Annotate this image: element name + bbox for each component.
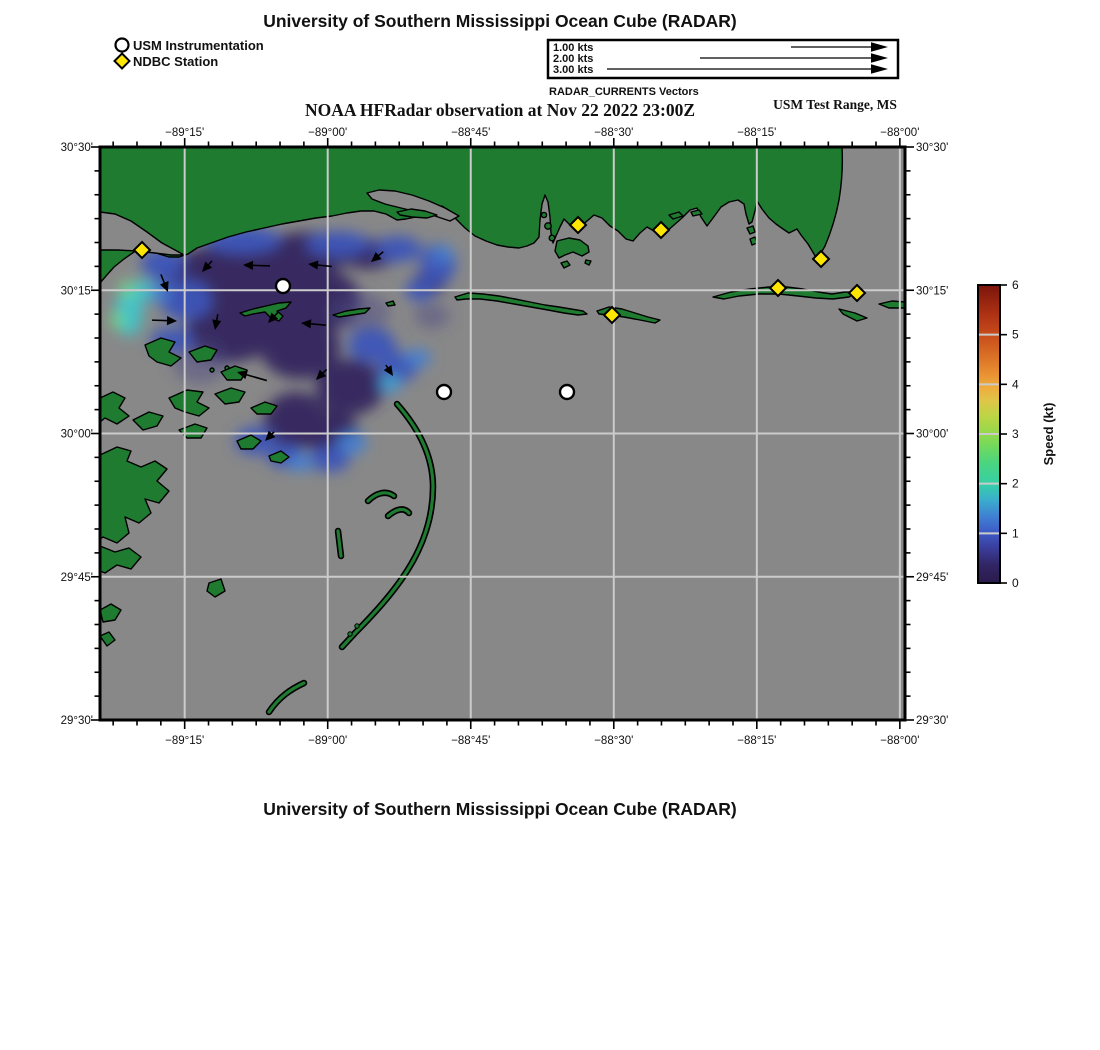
x-axis-label: −89°00' bbox=[308, 735, 348, 747]
colorbar-tick-label: 6 bbox=[1012, 278, 1019, 292]
speed-blob bbox=[306, 231, 370, 257]
inlet-islet bbox=[545, 223, 551, 229]
x-axis-label: −88°30' bbox=[594, 735, 634, 747]
vector-scale-frame bbox=[548, 40, 898, 78]
scale-1kt-label: 1.00 kts bbox=[553, 42, 594, 54]
y-axis-label: 30°00' bbox=[60, 428, 93, 441]
colorbar-tick-label: 5 bbox=[1012, 327, 1019, 342]
y-axis-label: 29°30' bbox=[916, 715, 949, 727]
y-axis-label: 29°45' bbox=[916, 571, 949, 584]
colorbar-axis-label: Speed (kt) bbox=[1041, 402, 1056, 466]
inlet-islet bbox=[541, 212, 546, 217]
colorbar-tick-label: 0 bbox=[1012, 576, 1019, 590]
y-axis-label: 30°00' bbox=[916, 428, 949, 441]
y-axis-label: 29°45' bbox=[60, 571, 93, 584]
usm-instrument-marker bbox=[276, 279, 290, 293]
x-axis-label: −88°15' bbox=[737, 735, 777, 747]
usm-instrument-marker bbox=[560, 385, 574, 399]
observation-subtitle: NOAA HFRadar observation at Nov 22 2022 23:00Z bbox=[304, 100, 696, 120]
y-axis-label: 30°30' bbox=[60, 142, 93, 154]
y-axis-label: 30°15' bbox=[60, 285, 93, 298]
region-label: USM Test Range, MS bbox=[773, 97, 897, 112]
x-axis-label: −89°15' bbox=[165, 127, 205, 139]
map-plot-area bbox=[61, 127, 949, 747]
scale-2kt-label: 2.00 kts bbox=[553, 53, 594, 65]
speed-blob bbox=[337, 432, 367, 454]
x-axis-label: −88°45' bbox=[451, 127, 491, 139]
usm-instrument-marker bbox=[437, 385, 451, 399]
speed-blob bbox=[119, 281, 135, 297]
scale-3kt-label: 3.00 kts bbox=[553, 64, 594, 76]
page-title: University of Southern Mississippi Ocean Cube (RADAR) bbox=[263, 11, 737, 31]
y-axis-label: 30°30' bbox=[916, 142, 949, 154]
x-axis-label: −88°00' bbox=[880, 735, 920, 747]
legend-ndbc-label: NDBC Station bbox=[133, 54, 219, 69]
y-axis-label: 29°30' bbox=[60, 715, 93, 727]
y-axis-label: 30°15' bbox=[916, 285, 949, 298]
speed-blob bbox=[384, 377, 396, 387]
speed-blob bbox=[374, 236, 422, 262]
speed-blob bbox=[316, 359, 384, 415]
speed-blob bbox=[288, 454, 312, 472]
colorbar-tick-label: 3 bbox=[1012, 427, 1019, 441]
vector-scale-box bbox=[548, 40, 898, 78]
x-axis-label: −88°30' bbox=[594, 127, 634, 139]
speed-blob bbox=[111, 310, 123, 330]
x-axis-label: −89°00' bbox=[308, 127, 348, 139]
speed-blob bbox=[405, 349, 431, 367]
speed-blob bbox=[432, 246, 454, 262]
legend-usm-label: USM Instrumentation bbox=[133, 38, 264, 53]
colorbar-tick-label: 2 bbox=[1012, 476, 1019, 491]
x-axis-label: −88°15' bbox=[737, 127, 777, 139]
footer-title: University of Southern Mississippi Ocean Cube (RADAR) bbox=[263, 799, 737, 819]
colorbar-tick-label: 4 bbox=[1012, 377, 1019, 392]
islet bbox=[210, 368, 214, 372]
x-axis-label: −88°00' bbox=[880, 127, 920, 139]
x-axis-label: −88°45' bbox=[451, 735, 491, 747]
colorbar-tick-label: 1 bbox=[1012, 526, 1019, 541]
speed-blob bbox=[414, 303, 450, 329]
usm-circle-legend-icon bbox=[116, 39, 129, 52]
vector-caption: RADAR_CURRENTS Vectors bbox=[549, 86, 699, 98]
x-axis-label: −89°15' bbox=[165, 735, 205, 747]
inlet-islet bbox=[549, 235, 555, 241]
